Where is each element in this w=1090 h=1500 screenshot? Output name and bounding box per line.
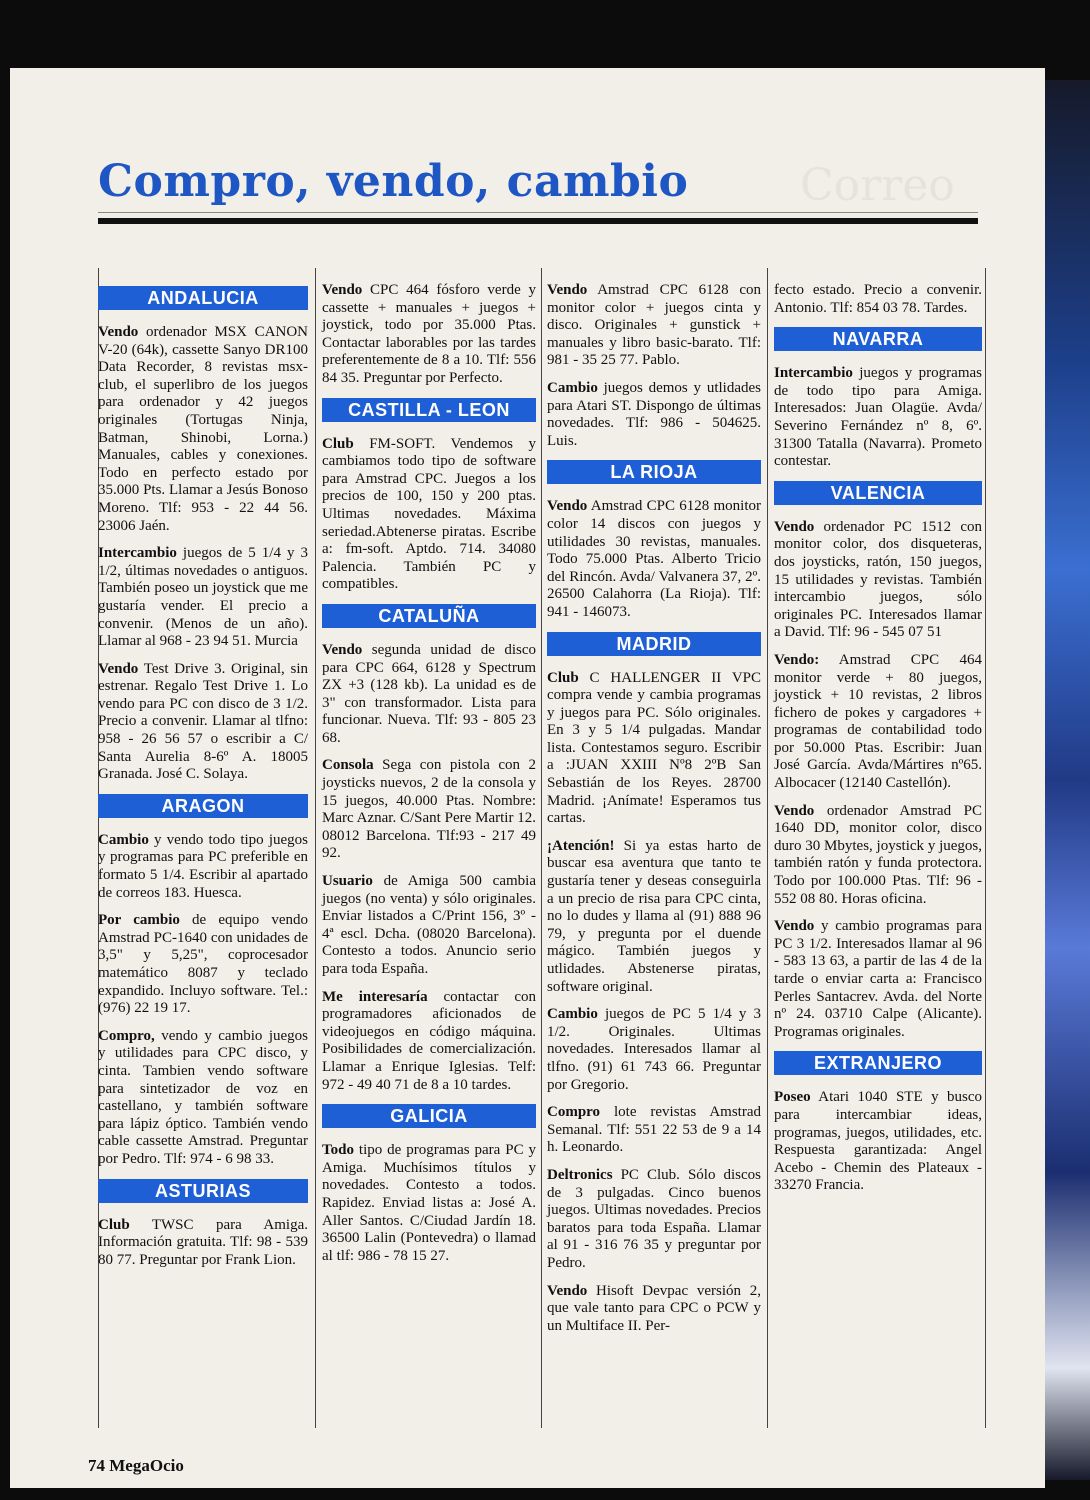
ad-lead-word: Poseo (774, 1089, 811, 1106)
ad-lead-word: Vendo (547, 1282, 588, 1299)
ad-text: ordenador MSX CANON V-20 (64k), cassette Sanyo DR100 Data Recorder, 8 revistas msx-club, el superlibro de los juegos para ordenador y 42 juegos originales (Tortugas Ninja, Batman, Shinobi, Lorna.) Manuales, cables y conexiones. Todo en perfecto estado por 35.000 Pts. Llamar a Jesús Bonoso Moreno. Tlf: 953 - 22 44 56. 23006 Jaén. (98, 324, 308, 534)
ad-lead-word: ¡Atención! (547, 837, 615, 854)
ad-text: C HALLENGER II VPC compra vende y cambia programas y juegos para PC. Sólo originales. En 3 y 5 1/4 pulgadas. Mandar lista. Contestamos seguro. Escribir a :JUAN XXIII Nº8 2ºB San Sebastián de los Reyes. 28700 Madrid. ¡Anímate! Esperamos tus cartas. (547, 669, 761, 827)
region-header: ARAGON (98, 794, 308, 818)
adjacent-page-artwork (1040, 80, 1090, 1480)
ad-lead-word: Club (98, 1216, 130, 1233)
ad-text: Sega con pistola con 2 joysticks nuevos, 2 de la consola y 15 juegos, 40.000 Ptas. Nombre: Marc Aznar. C/Sant Pere Martir 12. 08012 Barcelona. Tlf:93 - 217 49 92. (322, 757, 536, 862)
ad-lead-word: Club (322, 435, 354, 452)
ad-text: Hisoft Devpac versión 2, que vale tanto para CPC o PCW y un Multiface II. Per- (547, 1282, 761, 1334)
ad-text: Test Drive 3. Original, sin estrenar. Regalo Test Drive 1. Lo vendo para PC con disco de 3 1/2. Precio a convenir. Llamar al tlfno: 958 - 26 56 57 o escribir a C/ Santa Aurelia 8-6º A. 18005 Granada. José C. Solaya. (98, 660, 308, 783)
page-title: Compro, vendo, cambio (98, 156, 689, 207)
ad-text: Si ya estas harto de buscar esa aventura que tanto te gustaría tener y deseas conseguirla a un precio de risa para CPC cinta, no lo dudes y llama al (91) 888 96 79, y pregunta por el duende mágico. También juegos y utlidades. Abstenerse piratas, software original. (547, 837, 761, 995)
ad-lead-word: Usuario (322, 873, 373, 890)
page-footer: 74 MegaOcio (88, 1456, 184, 1475)
ad-lead-word: Cambio (98, 831, 149, 848)
ad-text: Amstrad CPC 6128 monitor color 14 discos con juegos y utilidades 30 revistas, manuales. Todo 75.000 Ptas. Alberto Tricio del Rincón. Avda/ Valvanera 37, 2º. 26500 Calahorra (La Rioja). Tlf: 941 - 146073. (547, 498, 761, 620)
region-header: ASTURIAS (98, 1179, 308, 1203)
ad-text: Amstrad CPC 6128 con monitor color + juegos cinta y disco. Originales + gunstick + manuales y libro basic-barato. Tlf: 981 - 35 25 77. Pablo. (547, 282, 761, 369)
ad-lead-word: Todo (322, 1142, 354, 1159)
classified-ad (547, 1104, 761, 1157)
classified-ad (774, 803, 982, 909)
column-divider (315, 268, 316, 1428)
column-divider (541, 268, 542, 1428)
classified-ad (547, 498, 761, 621)
region-header: CATALUÑA (322, 604, 536, 628)
ad-lead-word: Vendo (322, 282, 363, 298)
ad-lead-word: Consola (322, 757, 374, 774)
classified-ad (322, 436, 536, 594)
ad-lead-word: Vendo (547, 282, 588, 298)
ad-lead-word: Vendo (98, 660, 139, 677)
magazine-page (10, 68, 1045, 1488)
classified-ad (547, 380, 761, 450)
ad-text: juegos y programas de todo tipo para Amiga. Interesados: Juan Olagüe. Avda/ Severino Fernández nº 8, 6º. 31300 Tatalla (Navarra). Prometo contestar. (774, 365, 982, 470)
classified-ad (322, 282, 536, 388)
region-header: VALENCIA (774, 481, 982, 505)
ad-text: Amstrad CPC 464 monitor verde + 80 juegos, joystick + 10 revistas, 2 libros fichero de pokes y cargadores + programas de contabilidad todo por 50.000 Ptas. Escribir: Juan José García. Avda/Mártires nº65. Albocacer (12140 Castellón). (774, 651, 982, 792)
ad-text: juegos demos y utlidades para Atari ST. Dispongo de últimas novedades. Tlf: 986 - 504625. Luis. (547, 379, 761, 449)
ad-text: fecto estado. Precio a convenir. Antonio. Tlf: 854 03 78. Tardes. (774, 282, 982, 316)
region-header: CASTILLA - LEON (322, 398, 536, 422)
classified-ad (547, 838, 761, 996)
ad-lead-word: Intercambio (774, 365, 853, 382)
ad-lead-word: Club (547, 669, 579, 686)
column-divider (767, 268, 768, 1428)
ad-lead-word: Vendo (774, 918, 815, 935)
ads-column-1 (98, 282, 308, 1279)
ad-text: juegos de 5 1/4 y 3 1/2, últimas novedades o antiguos. También poseo un joystick que me gustaría vender. El precio a convenir. (Menos de un año). Llamar al 968 - 23 94 51. Murcia (98, 545, 308, 650)
ad-lead-word: Vendo (322, 641, 363, 658)
classified-ad (774, 282, 982, 317)
ad-text: y cambio programas para PC 3 1/2. Interesados llamar al 96 - 583 13 63, a partir de las 4 de la tarde o enviar carta a: Francisco Perles Santacrev. Avda. del Norte nº 24. 03710 Calpe (Alicante). Programas originales. (774, 918, 982, 1040)
ads-column-3 (547, 282, 761, 1345)
region-header: GALICIA (322, 1104, 536, 1128)
ad-lead-word: Me interesaría (322, 988, 428, 1005)
ad-lead-word: Intercambio (98, 545, 177, 562)
ad-text: FM-SOFT. Vendemos y cambiamos todo tipo de software para Amstrad CPC. Juegos a los precios de 100, 150 y 200 ptas. Ultimas novedades. Máxima seriedad.Abtenerse piratas. Escribe a: fm-soft. Aptdo. 714. 34080 Palencia. También PC y compatibles. (322, 435, 536, 593)
classified-ad (547, 1283, 761, 1336)
classified-ad (547, 1167, 761, 1273)
title-rule-thin (98, 212, 978, 213)
ads-column-4 (774, 282, 982, 1205)
ad-lead-word: Deltronics (547, 1166, 613, 1183)
ad-text: y vendo todo tipo juegos y programas para PC preferible en formato 5 1/4. Escribir al apartado de correos 183. Huesca. (98, 831, 308, 901)
classified-ad (322, 642, 536, 748)
region-header: MADRID (547, 632, 761, 656)
region-header: EXTRANJERO (774, 1051, 982, 1075)
ad-lead-word: Cambio (547, 379, 598, 396)
classified-ad (774, 365, 982, 471)
ad-text: TWSC para Amiga. Información gratuita. Tlf: 98 - 539 80 77. Preguntar por Frank Lion. (98, 1216, 308, 1268)
ad-text: ordenador PC 1512 con monitor color, dos disqueteras, dos joysticks, ratón, 150 juegos, 15 utilidades y revistas. También intercambio juegos, sólo originales PC. Interesados llamar a David. Tlf: 96 - 545 07 51 (774, 518, 982, 641)
classified-ad (322, 1142, 536, 1265)
classified-ad (774, 652, 982, 793)
ad-lead-word: Vendo (98, 324, 139, 340)
title-rule (98, 218, 978, 224)
classified-ad (322, 873, 536, 979)
classified-ad (98, 1028, 308, 1169)
classified-ad (547, 1006, 761, 1094)
ad-lead-word: Vendo (774, 518, 815, 535)
classified-ad (98, 1217, 308, 1270)
column-divider (985, 268, 986, 1428)
classified-ad (322, 989, 536, 1095)
classified-ad (322, 757, 536, 863)
classified-ad (98, 832, 308, 902)
ad-lead-word: Vendo (547, 498, 588, 515)
ad-text: ordenador Amstrad PC 1640 DD, monitor color, disco duro 30 Mbytes, joystick y juegos, también ratón y funda protectora. Todo por 100.000 Ptas. Tlf: 96 - 552 08 80. Horas oficina. (774, 802, 982, 907)
ad-text: CPC 464 fósforo verde y cassette + manuales + juegos + joystick, todo por 35.000 Ptas. Contactar laborables por las tardes preferentemente de 8 a 10. Tlf: 556 84 35. Preguntar por Perfecto. (322, 282, 536, 386)
classified-ad (98, 324, 308, 535)
ad-text: lote revistas Amstrad Semanal. Tlf: 551 22 53 de 9 a 14 h. Leonardo. (547, 1104, 761, 1156)
ghost-title: Correo (800, 160, 955, 211)
classified-ad (98, 661, 308, 784)
ad-text: segunda unidad de disco para CPC 664, 6128 y Spectrum ZX +3 (128 kb). La unidad es de 3" con transformador. Lista para funcionar. Nueva. Tlf: 93 - 805 23 68. (322, 641, 536, 746)
ad-lead-word: Compro (547, 1104, 601, 1121)
ad-lead-word: Compro, (98, 1027, 155, 1044)
ad-text: contactar con programadores aficionados de videojuegos en código máquina. Posibilidades de comercialización. Llamar a Enrique Iglesias. Telf: 972 - 49 40 71 de 8 a 10 tardes. (322, 988, 537, 1093)
ad-text: de Amiga 500 cambia juegos (no venta) y sólo originales. Enviar listados a C/Print 156, 3º - 4ª escl. Dcha. (08020 Barcelona). Contesto a todos. Anuncio serio para toda España. (322, 873, 536, 977)
classified-ad (98, 912, 308, 1018)
classified-ad (774, 918, 982, 1041)
classified-ad (547, 670, 761, 828)
classified-ad (774, 519, 982, 642)
ads-column-2 (322, 282, 536, 1275)
ad-text: de equipo vendo Amstrad PC-1640 con unidades de 3,5" y 5,25", coprocesador matemático 8087 y teclado expandido. Incluyo software. Tel.: (976) 22 19 17. (98, 912, 308, 1017)
ad-text: juegos de PC 5 1/4 y 3 1/2. Originales. Ultimas novedades. Interesados llamar al tlfno. (91) 61 743 66. Preguntar por Gregorio. (547, 1006, 761, 1093)
classified-ad (547, 282, 761, 370)
ad-lead-word: Por cambio (98, 912, 180, 929)
ad-lead-word: Vendo: (774, 651, 820, 668)
ad-lead-word: Vendo (774, 802, 815, 819)
ad-text: vendo y cambio juegos y utilidades para CPC disco, y cinta. Tambien vendo software para sintetizador de voz en castellano, y también software para lápiz óptico. También vendo cable cassette Amstrad. Preguntar por Pedro. Tlf: 974 - 6 98 33. (98, 1027, 308, 1167)
ad-text: Atari 1040 STE y busco para intercambiar ideas, programas, juegos, utilidades, etc. Respuesta garantizada: Angel Acebo - Chemin des Plateaux - 33270 Francia. (774, 1089, 982, 1194)
region-header: NAVARRA (774, 327, 982, 351)
ad-text: tipo de programas para PC y Amiga. Muchísimos títulos y novedades. Contesto a todos. Rapidez. Enviad listas a: José A. Aller Santos. C/Ciudad Jardín 18. 36500 Lalin (Pontevedra) o llamad al tlf: 986 - 78 15 27. (322, 1142, 536, 1264)
region-header: ANDALUCIA (98, 286, 308, 310)
classified-ad (774, 1089, 982, 1195)
region-header: LA RIOJA (547, 460, 761, 484)
ad-text: PC Club. Sólo discos de 3 pulgadas. Cinco buenos juegos. Ultimas novedades. Precios baratos para toda España. Llamar al 91 - 316 76 35 y preguntar por Pedro. (547, 1166, 761, 1271)
classified-ad (98, 545, 308, 651)
ad-lead-word: Cambio (547, 1006, 598, 1023)
